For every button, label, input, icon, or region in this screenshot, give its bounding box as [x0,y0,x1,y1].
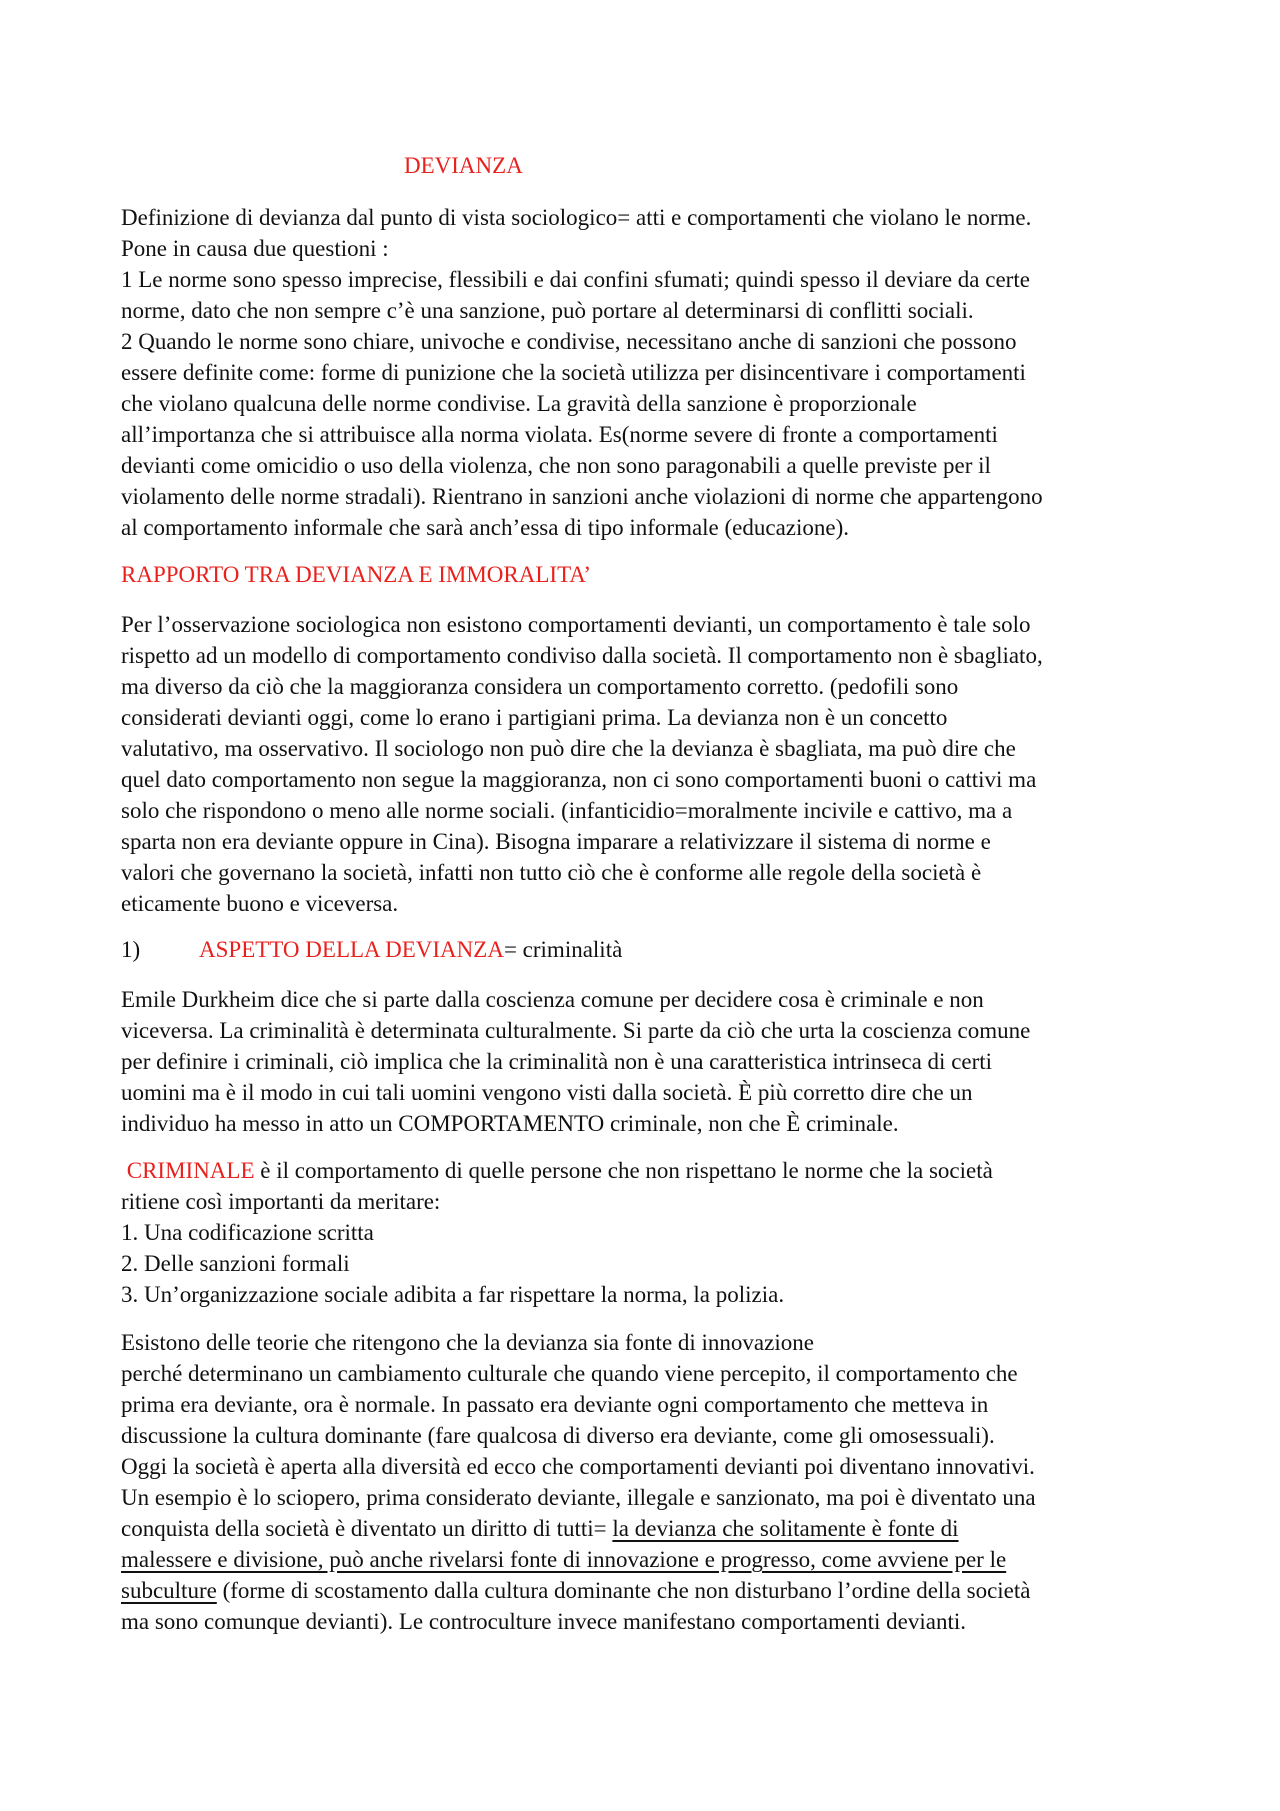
paragraph-line [121,1155,1181,1186]
paragraph-line: Definizione di devianza dal punto di vista sociologico= atti e comportamenti che violano le norme. [121,205,1032,230]
section-durkheim [121,984,1181,1139]
paragraph-line: quel dato comportamento non segue la maggioranza, non ci sono comportamenti buoni o cattivi ma [121,767,1037,792]
underlined-text: subculture [121,1578,217,1603]
section-criminale [121,1155,1181,1310]
section-innovazione [121,1327,1181,1637]
criminale-line-rest: è il comportamento di quelle persone che non rispettano le norme che la società [254,1158,993,1183]
paragraph-line: individuo ha messo in atto un COMPORTAMENTO criminale, non che È criminale. [121,1111,899,1136]
paragraph-line [121,1575,1181,1606]
paragraph-line: ritiene così importanti da meritare: [121,1189,441,1214]
list-item: 2. Delle sanzioni formali [121,1251,350,1276]
paragraph-line: ma diverso da ciò che la maggioranza considera un comportamento corretto. (pedofili sono [121,674,959,699]
paragraph-line: prima era deviante, ora è normale. In passato era deviante ogni comportamento che metteva in [121,1392,989,1417]
paragraph-line: ma sono comunque devianti). Le controculture invece manifestano comportamenti devianti. [121,1609,966,1634]
paragraph-line: essere definite come: forme di punizione che la società utilizza per disincentivare i comportamenti [121,360,1026,385]
line-plain: conquista della società è diventato un diritto di tutti= [121,1516,613,1541]
paragraph-line: Emile Durkheim dice che si parte dalla coscienza comune per decidere cosa è criminale e non [121,987,984,1012]
underlined-text: la devianza che solitamente è fonte di [612,1516,959,1541]
paragraph-line: uomini ma è il modo in cui tali uomini vengono visti dalla società. È più corretto dire che un [121,1080,973,1105]
list-item: 1. Una codificazione scritta [121,1220,374,1245]
paragraph-line: Per l’osservazione sociologica non esistono comportamenti devianti, un comportamento è tale solo [121,612,1031,637]
paragraph-line: viceversa. La criminalità è determinata culturalmente. Si parte da ciò che urta la coscienza comune [121,1018,1031,1043]
heading-rest: = criminalità [503,937,623,962]
paragraph-line: valori che governano la società, infatti non tutto ciò che è conforme alle regole della società è [121,860,982,885]
paragraph-line [121,1544,1181,1575]
heading-number: 1) [121,937,141,962]
paragraph-line: eticamente buono e viceversa. [121,891,399,916]
paragraph-line: Pone in causa due questioni : [121,236,389,261]
paragraph-line: Oggi la società è aperta alla diversità ed ecco che comportamenti devianti poi diventano innovativi. [121,1454,1035,1479]
line-plain: (forme di scostamento dalla cultura dominante che non disturbano l’ordine della società [216,1578,1031,1603]
paragraph-line: al comportamento informale che sarà anch’essa di tipo informale (educazione). [121,515,850,540]
paragraph-line: 1 Le norme sono spesso imprecise, flessibili e dai confini sfumati; quindi spesso il deviare da certe [121,267,1030,292]
paragraph-line: Esistono delle teorie che ritengono che la devianza sia fonte di innovazione [121,1330,814,1355]
paragraph-line: valutativo, ma osservativo. Il sociologo non può dire che la devianza è sbagliata, ma può dire che [121,736,1016,761]
document-title: DEVIANZA [404,153,523,178]
paragraph-line: rispetto ad un modello di comportamento condiviso dalla società. Il comportamento non è sbagliato, [121,643,1043,668]
criminale-word: CRIMINALE [126,1158,255,1183]
heading-rapporto: RAPPORTO TRA DEVIANZA E IMMORALITA’ [121,562,592,587]
heading-red-text: ASPETTO DELLA DEVIANZA [199,937,504,962]
paragraph-line [121,1513,1181,1544]
paragraph-line: all’importanza che si attribuisce alla norma violata. Es(norme severe di fronte a comportamenti [121,422,998,447]
paragraph-line: per definire i criminali, ciò implica che la criminalità non è una caratteristica intrinseca di certi [121,1049,993,1074]
paragraph-line: Un esempio è lo sciopero, prima considerato deviante, illegale e sanzionato, ma poi è diventato una [121,1485,1036,1510]
section-rapporto [121,609,1181,919]
underlined-text: malessere e divisione, può anche rivelarsi fonte di innovazione e progresso, come avviene per le [121,1547,1007,1572]
paragraph-line: solo che rispondono o meno alle norme sociali. (infanticidio=moralmente incivile e cattivo, ma a [121,798,1013,823]
paragraph-line: sparta non era deviante oppure in Cina). Bisogna imparare a relativizzare il sistema di norme e [121,829,991,854]
heading-aspetto [121,934,1181,965]
paragraph-line: perché determinano un cambiamento culturale che quando viene percepito, il comportamento che [121,1361,1018,1386]
list-item: 3. Un’organizzazione sociale adibita a far rispettare la norma, la polizia. [121,1282,785,1307]
paragraph-line: considerati devianti oggi, come lo erano i partigiani prima. La devianza non è un concetto [121,705,948,730]
paragraph-line: discussione la cultura dominante (fare qualcosa di diverso era deviante, come gli omosessuali). [121,1423,995,1448]
paragraph-line: norme, dato che non sempre c’è una sanzione, può portare al determinarsi di conflitti sociali. [121,298,974,323]
paragraph-line: che violano qualcuna delle norme condivise. La gravità della sanzione è proporzionale [121,391,917,416]
section-definizione [121,202,1181,543]
paragraph-line: violamento delle norme stradali). Rientrano in sanzioni anche violazioni di norme che appartengono [121,484,1043,509]
paragraph-line: devianti come omicidio o uso della violenza, che non sono paragonabili a quelle previste per il [121,453,991,478]
paragraph-line: 2 Quando le norme sono chiare, univoche e condivise, necessitano anche di sanzioni che possono [121,329,1017,354]
